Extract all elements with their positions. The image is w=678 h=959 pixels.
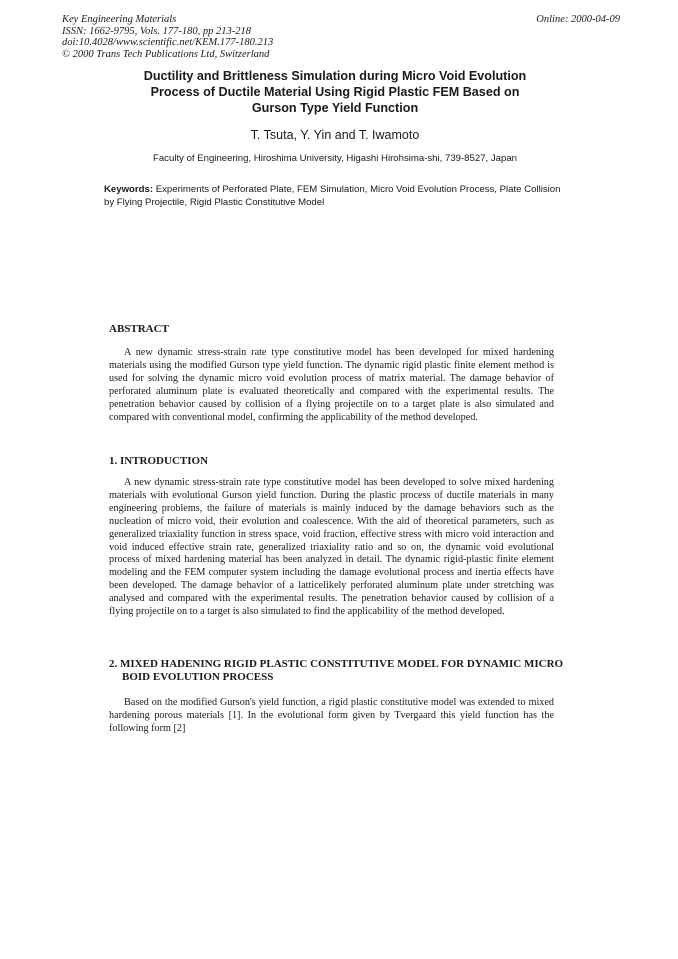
abstract-text: A new dynamic stress-strain rate type constitutive model has been developed for mixed hardening materials using the modified Gurson type yield function. The dynamic rigid plastic finite element method is used for solving the dynamic micro void evolution process of matrix material. The damage behavior of perforated aluminum plate is evaluated theoretically and compared with the experimental results. The penetration behavior caused by collision of a flying projectile on to a target plate is also simulated and compared with conventional model, confirming the applicability of the method developed. bbox=[109, 347, 554, 423]
section2-text: Based on the modified Gurson's yield function, a rigid plastic constitutive model was extended to mixed hardening porous materials [1]. In the evolutional form given by Tvergaard this yield function has the following form [2] bbox=[109, 697, 554, 734]
section2-heading bbox=[109, 658, 569, 684]
introduction-heading: 1. INTRODUCTION bbox=[109, 455, 209, 467]
section2-heading-line-2: BOID EVOLUTION PROCESS bbox=[122, 671, 274, 683]
journal-name: Key Engineering Materials bbox=[62, 14, 177, 25]
paper-title bbox=[80, 68, 590, 116]
section2-body bbox=[109, 697, 554, 736]
title-line-1: Ductility and Brittleness Simulation during Micro Void Evolution bbox=[143, 69, 527, 83]
title-line-2: Process of Ductile Material Using Rigid Plastic FEM Based on bbox=[150, 85, 520, 99]
title-line-3: Gurson Type Yield Function bbox=[251, 101, 419, 115]
abstract-body bbox=[109, 347, 554, 424]
section2-heading-line-1: 2. MIXED HADENING RIGID PLASTIC CONSTITUTIVE MODEL FOR DYNAMIC MICRO bbox=[109, 658, 564, 670]
issn-line: ISSN: 1662-9795, Vols. 177-180, pp 213-218 bbox=[62, 25, 251, 37]
copyright-line: © 2000 Trans Tech Publications Ltd, Switzerland bbox=[62, 48, 270, 60]
keywords-label: Keywords: bbox=[104, 184, 154, 195]
online-date: Online: 2000-04-09 bbox=[536, 14, 620, 25]
abstract-heading: ABSTRACT bbox=[109, 323, 169, 335]
affiliation: Faculty of Engineering, Hiroshima University, Higashi Hirohsima-shi, 739-8527, Japan bbox=[152, 153, 517, 164]
keywords bbox=[104, 184, 564, 209]
introduction-text: A new dynamic stress-strain rate type constitutive model has been developed to solve mixed hardening materials with evolutional Gurson yield function. During the plastic process of ductile materials in many engineering problems, the failure of materials is mainly induced by the damage behaviors such as the nucleation of micro void, their evolution and coalescence. With the aid of theoretical parameters, such as generalized triaxiality function in stress space, void fraction, effective stress with micro void interaction and void induced effective strain rate, generalized triaxiality ratio and so on, the dynamic void evolutional process of mixed hardening material has been analyzed in detail. The dynamic rigid-plastic finite element modeling and the FEM computer system including the damage evolutional process and inertia effects have been developed. The damage behavior of a latticelikely perforated aluminum plate under stretching was analysed and compared with the experimental results. The penetration behavior caused by collision of a flying projectile on to a target is also simulated to find the applicability of the method developed. bbox=[109, 477, 554, 618]
authors: T. Tsuta, Y. Yin and T. Iwamoto bbox=[250, 128, 420, 142]
keywords-text: Experiments of Perforated Plate, FEM Simulation, Micro Void Evolution Process, Plate Collision by Flying Projectile, Rigid Plastic Constitutive Model bbox=[104, 184, 561, 208]
doi-line: doi:10.4028/www.scientific.net/KEM.177-180.213 bbox=[62, 37, 274, 48]
introduction-body bbox=[109, 477, 554, 619]
